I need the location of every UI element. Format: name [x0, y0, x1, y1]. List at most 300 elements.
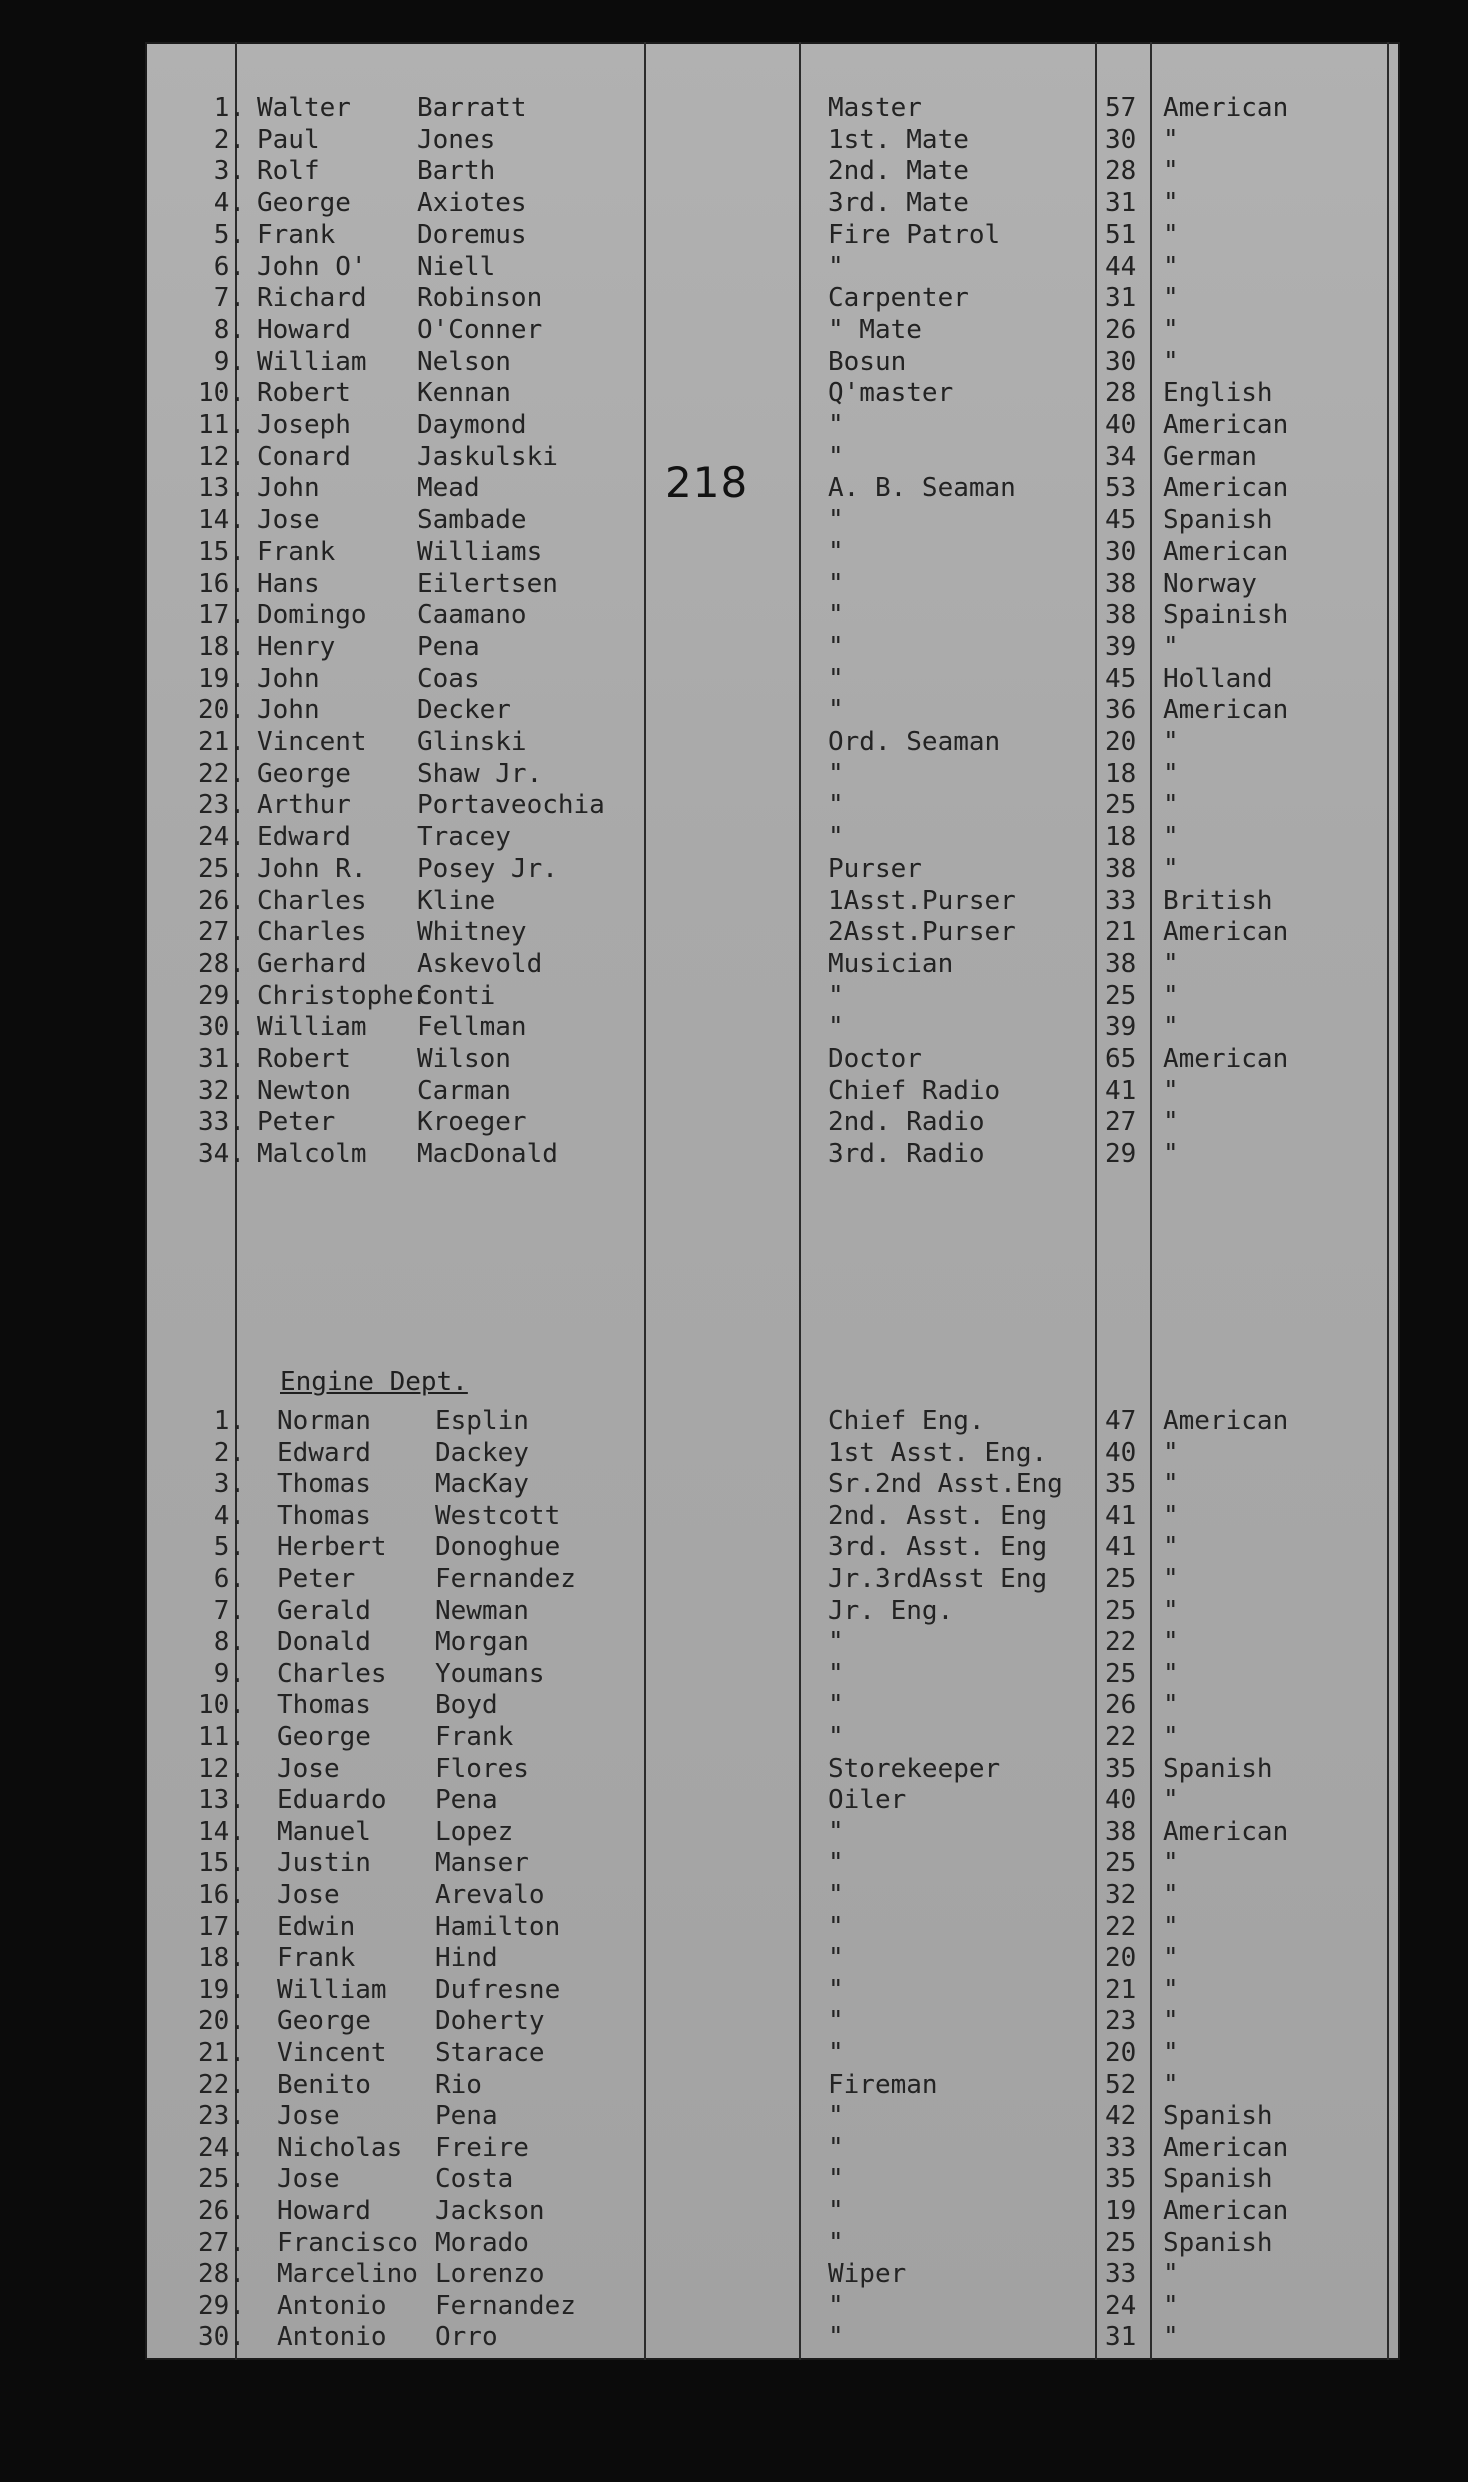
- crew-number: 11.: [198, 1722, 245, 1752]
- last-name: Daymond: [417, 410, 527, 440]
- crew-row: [145, 980, 1400, 1012]
- last-name: Boyd: [435, 1690, 498, 1721]
- age: 20: [1105, 727, 1137, 757]
- position: ": [828, 251, 844, 282]
- nationality: ": [1163, 314, 1179, 345]
- last-name: Conti: [417, 980, 496, 1011]
- last-name: Pena: [435, 2101, 498, 2132]
- position: ": [828, 505, 844, 536]
- last-name: Kroeger: [417, 1107, 527, 1138]
- crew-number: 30.: [198, 2322, 245, 2353]
- position: Bosun: [828, 346, 907, 377]
- crew-row: [145, 821, 1400, 853]
- nationality: ": [1163, 1722, 1179, 1752]
- nationality: ": [1163, 948, 1179, 979]
- crew-row: [145, 1138, 1400, 1170]
- nationality: ": [1163, 251, 1179, 282]
- first-name: George: [257, 188, 351, 219]
- crew-number: 15.: [198, 1848, 245, 1879]
- first-name: Joseph: [257, 410, 351, 440]
- age: 25: [1105, 790, 1137, 821]
- nationality: Holland: [1163, 663, 1273, 694]
- first-name: Richard: [257, 283, 367, 314]
- age: 40: [1105, 1785, 1137, 1816]
- last-name: Whitney: [417, 917, 527, 948]
- crew-number: 26.: [198, 885, 245, 916]
- crew-number: 5.: [213, 219, 245, 250]
- crew-row: [145, 2258, 1400, 2290]
- crew-number: 28.: [198, 948, 245, 979]
- position: 1st. Mate: [828, 124, 969, 155]
- crew-row: [145, 789, 1400, 821]
- last-name: Robinson: [417, 283, 543, 314]
- last-name: Lorenzo: [435, 2259, 545, 2290]
- crew-number: 33.: [198, 1107, 245, 1138]
- last-name: Hamilton: [435, 1911, 561, 1942]
- crew-number: 11.: [198, 410, 245, 440]
- nationality: American: [1163, 410, 1289, 440]
- nationality: ": [1163, 1690, 1179, 1721]
- position: Wiper: [828, 2259, 907, 2290]
- crew-row: [145, 1043, 1400, 1075]
- age: 25: [1105, 1564, 1137, 1594]
- nationality: American: [1163, 917, 1289, 948]
- crew-row: [145, 2227, 1400, 2259]
- position: Chief Eng.: [828, 1406, 985, 1436]
- first-name: Christopher: [257, 980, 430, 1011]
- nationality: British: [1163, 885, 1273, 916]
- nationality: Spanish: [1163, 505, 1273, 536]
- age: 23: [1105, 2006, 1137, 2037]
- crew-row: [145, 472, 1400, 504]
- crew-number: 9.: [213, 1658, 245, 1689]
- position: 2nd. Mate: [828, 156, 969, 187]
- position: Oiler: [828, 1785, 907, 1816]
- last-name: Frank: [435, 1722, 514, 1752]
- crew-row: [145, 2005, 1400, 2037]
- first-name: George: [277, 1722, 371, 1752]
- crew-row: [145, 1595, 1400, 1627]
- age: 22: [1105, 1722, 1137, 1752]
- age: 51: [1105, 219, 1137, 250]
- nationality: ": [1163, 727, 1179, 757]
- nationality: ": [1163, 1595, 1179, 1626]
- crew-number: 10.: [198, 1690, 245, 1721]
- position: Fire Patrol: [828, 219, 1001, 250]
- crew-row: [145, 1075, 1400, 1107]
- crew-row: [145, 631, 1400, 663]
- nationality: German: [1163, 441, 1257, 472]
- first-name: Benito: [277, 2069, 371, 2100]
- first-name: Charles: [257, 917, 367, 948]
- nationality: ": [1163, 822, 1179, 853]
- first-name: Robert: [257, 1044, 351, 1074]
- nationality: American: [1163, 473, 1289, 504]
- first-name: Frank: [277, 1943, 356, 1974]
- age: 45: [1105, 663, 1137, 694]
- age: 38: [1105, 1816, 1137, 1847]
- position: Chief Radio: [828, 1075, 1001, 1106]
- last-name: Jaskulski: [417, 441, 558, 472]
- crew-row: [145, 2069, 1400, 2101]
- position: ": [828, 980, 844, 1011]
- last-name: Sambade: [417, 505, 527, 536]
- crew-row: [145, 1879, 1400, 1911]
- crew-number: 12.: [198, 441, 245, 472]
- position: ": [828, 758, 844, 789]
- first-name: Arthur: [257, 790, 351, 821]
- first-name: Antonio: [277, 2322, 387, 2353]
- crew-row: [145, 2321, 1400, 2353]
- nationality: ": [1163, 124, 1179, 155]
- nationality: ": [1163, 2006, 1179, 2037]
- first-name: Herbert: [277, 1532, 387, 1563]
- first-name: Donald: [277, 1627, 371, 1658]
- position: Ord. Seaman: [828, 727, 1001, 757]
- position: Master: [828, 93, 922, 123]
- crew-number: 25.: [198, 853, 245, 884]
- age: 57: [1105, 93, 1137, 123]
- crew-number: 6.: [213, 251, 245, 282]
- first-name: William: [257, 1012, 367, 1043]
- last-name: Askevold: [417, 948, 543, 979]
- age: 40: [1105, 1437, 1137, 1468]
- nationality: ": [1163, 1500, 1179, 1531]
- position: ": [828, 1880, 844, 1910]
- crew-number: 1.: [213, 93, 245, 123]
- crew-row: [145, 155, 1400, 187]
- nationality: American: [1163, 2196, 1289, 2226]
- position: ": [828, 1943, 844, 1974]
- last-name: Manser: [435, 1848, 529, 1879]
- crew-row: [145, 1437, 1400, 1469]
- crew-row: [145, 187, 1400, 219]
- age: 35: [1105, 2164, 1137, 2195]
- first-name: Edwin: [277, 1911, 356, 1942]
- nationality: American: [1163, 93, 1289, 123]
- crew-row: [145, 1942, 1400, 1974]
- crew-row: [145, 346, 1400, 378]
- crew-row: [145, 663, 1400, 695]
- position: ": [828, 790, 844, 821]
- age: 44: [1105, 251, 1137, 282]
- crew-row: [145, 1531, 1400, 1563]
- position: Purser: [828, 853, 922, 884]
- last-name: O'Conner: [417, 314, 543, 345]
- crew-row: [145, 1563, 1400, 1595]
- position: ": [828, 1658, 844, 1689]
- last-name: Arevalo: [435, 1880, 545, 1910]
- crew-row: [145, 282, 1400, 314]
- crew-number: 19.: [198, 663, 245, 694]
- crew-number: 13.: [198, 473, 245, 504]
- last-name: Morgan: [435, 1627, 529, 1658]
- position: ": [828, 663, 844, 694]
- last-name: Lopez: [435, 1816, 514, 1847]
- last-name: Fernandez: [435, 2290, 576, 2321]
- crew-row: [145, 314, 1400, 346]
- age: 20: [1105, 1943, 1137, 1974]
- position: ": [828, 1974, 844, 2005]
- first-name: Francisco: [277, 2227, 418, 2258]
- last-name: Doherty: [435, 2006, 545, 2037]
- age: 40: [1105, 410, 1137, 440]
- crew-number: 29.: [198, 980, 245, 1011]
- age: 52: [1105, 2069, 1137, 2100]
- age: 31: [1105, 283, 1137, 314]
- age: 28: [1105, 156, 1137, 187]
- first-name: Conard: [257, 441, 351, 472]
- position: ": [828, 1911, 844, 1942]
- crew-row: [145, 409, 1400, 441]
- last-name: Barratt: [417, 93, 527, 123]
- first-name: Manuel: [277, 1816, 371, 1847]
- position: Fireman: [828, 2069, 938, 2100]
- nationality: ": [1163, 1437, 1179, 1468]
- age: 41: [1105, 1075, 1137, 1106]
- nationality: American: [1163, 2132, 1289, 2163]
- position: Jr.3rdAsst Eng: [828, 1564, 1048, 1594]
- nationality: American: [1163, 695, 1289, 726]
- last-name: Flores: [435, 1753, 529, 1784]
- crew-row: [145, 2132, 1400, 2164]
- nationality: English: [1163, 378, 1273, 409]
- crew-number: 21.: [198, 727, 245, 757]
- crew-row: [145, 758, 1400, 790]
- last-name: Barth: [417, 156, 496, 187]
- nationality: American: [1163, 1816, 1289, 1847]
- last-name: Williams: [417, 536, 543, 567]
- first-name: John R.: [257, 853, 367, 884]
- age: 36: [1105, 695, 1137, 726]
- position: ": [828, 1848, 844, 1879]
- age: 35: [1105, 1469, 1137, 1500]
- age: 21: [1105, 1974, 1137, 2005]
- crew-number: 20.: [198, 2006, 245, 2037]
- age: 25: [1105, 2227, 1137, 2258]
- last-name: Dackey: [435, 1437, 529, 1468]
- nationality: ": [1163, 188, 1179, 219]
- position: ": [828, 695, 844, 726]
- crew-number: 1.: [213, 1406, 245, 1436]
- last-name: Orro: [435, 2322, 498, 2353]
- crew-number: 13.: [198, 1785, 245, 1816]
- last-name: Fernandez: [435, 1564, 576, 1594]
- position: ": [828, 1012, 844, 1043]
- crew-row: [145, 504, 1400, 536]
- crew-number: 2.: [213, 1437, 245, 1468]
- first-name: Peter: [277, 1564, 356, 1594]
- first-name: Thomas: [277, 1690, 371, 1721]
- nationality: ": [1163, 980, 1179, 1011]
- age: 41: [1105, 1532, 1137, 1563]
- nationality: ": [1163, 1785, 1179, 1816]
- crew-number: 26.: [198, 2196, 245, 2226]
- age: 39: [1105, 1012, 1137, 1043]
- crew-number: 5.: [213, 1532, 245, 1563]
- last-name: Jackson: [435, 2196, 545, 2226]
- position: ": [828, 2006, 844, 2037]
- nationality: Norway: [1163, 568, 1257, 599]
- crew-number: 18.: [198, 1943, 245, 1974]
- first-name: Robert: [257, 378, 351, 409]
- nationality: ": [1163, 346, 1179, 377]
- position: Jr. Eng.: [828, 1595, 954, 1626]
- position: ": [828, 2196, 844, 2226]
- age: 38: [1105, 948, 1137, 979]
- position: Q'master: [828, 378, 954, 409]
- first-name: Jose: [257, 505, 320, 536]
- nationality: ": [1163, 1880, 1179, 1910]
- last-name: Nelson: [417, 346, 511, 377]
- age: 38: [1105, 568, 1137, 599]
- age: 25: [1105, 980, 1137, 1011]
- crew-number: 3.: [213, 156, 245, 187]
- first-name: Nicholas: [277, 2132, 403, 2163]
- position: 1Asst.Purser: [828, 885, 1016, 916]
- nationality: ": [1163, 1658, 1179, 1689]
- nationality: Spanish: [1163, 2164, 1273, 2195]
- crew-number: 25.: [198, 2164, 245, 2195]
- handwritten-page-number: 218: [665, 458, 749, 507]
- position: ": [828, 1627, 844, 1658]
- first-name: George: [257, 758, 351, 789]
- position: 2Asst.Purser: [828, 917, 1016, 948]
- crew-row: [145, 1011, 1400, 1043]
- last-name: Pena: [435, 1785, 498, 1816]
- position: ": [828, 568, 844, 599]
- age: 31: [1105, 2322, 1137, 2353]
- nationality: ": [1163, 1107, 1179, 1138]
- crew-number: 10.: [198, 378, 245, 409]
- last-name: Doremus: [417, 219, 527, 250]
- nationality: Spanish: [1163, 2227, 1273, 2258]
- age: 25: [1105, 1595, 1137, 1626]
- age: 53: [1105, 473, 1137, 504]
- first-name: Henry: [257, 631, 336, 662]
- crew-number: 15.: [198, 536, 245, 567]
- nationality: ": [1163, 1627, 1179, 1658]
- last-name: Freire: [435, 2132, 529, 2163]
- crew-row: [145, 219, 1400, 251]
- crew-row: [145, 1784, 1400, 1816]
- nationality: ": [1163, 156, 1179, 187]
- age: 42: [1105, 2101, 1137, 2132]
- position: 3rd. Mate: [828, 188, 969, 219]
- first-name: Thomas: [277, 1469, 371, 1500]
- position: ": [828, 2164, 844, 2195]
- crew-row: [145, 599, 1400, 631]
- crew-row: [145, 2037, 1400, 2069]
- crew-number: 6.: [213, 1564, 245, 1594]
- position: ": [828, 1816, 844, 1847]
- crew-number: 2.: [213, 124, 245, 155]
- position: Carpenter: [828, 283, 969, 314]
- crew-number: 28.: [198, 2259, 245, 2290]
- nationality: Spanish: [1163, 1753, 1273, 1784]
- crew-list-document: [145, 42, 1400, 2360]
- position: ": [828, 2132, 844, 2163]
- age: 29: [1105, 1139, 1137, 1170]
- age: 33: [1105, 2259, 1137, 2290]
- first-name: Paul: [257, 124, 320, 155]
- last-name: Eilertsen: [417, 568, 558, 599]
- crew-row: [145, 2195, 1400, 2227]
- first-name: Hans: [257, 568, 320, 599]
- crew-row: [145, 853, 1400, 885]
- first-name: Frank: [257, 536, 336, 567]
- crew-row: [145, 568, 1400, 600]
- nationality: ": [1163, 1943, 1179, 1974]
- age: 26: [1105, 1690, 1137, 1721]
- position: ": [828, 1690, 844, 1721]
- last-name: Donoghue: [435, 1532, 561, 1563]
- position: ": [828, 600, 844, 631]
- age: 47: [1105, 1406, 1137, 1436]
- age: 33: [1105, 885, 1137, 916]
- crew-row: [145, 948, 1400, 980]
- last-name: Posey Jr.: [417, 853, 558, 884]
- crew-row: [145, 1847, 1400, 1879]
- last-name: Esplin: [435, 1406, 529, 1436]
- crew-row: [145, 2163, 1400, 2195]
- crew-number: 4.: [213, 1500, 245, 1531]
- crew-row: [145, 251, 1400, 283]
- last-name: Portaveochia: [417, 790, 605, 821]
- crew-row: [145, 1658, 1400, 1690]
- first-name: Gerald: [277, 1595, 371, 1626]
- position: 1st Asst. Eng.: [828, 1437, 1048, 1468]
- crew-number: 24.: [198, 822, 245, 853]
- crew-number: 34.: [198, 1139, 245, 1170]
- crew-row: [145, 536, 1400, 568]
- first-name: Antonio: [277, 2290, 387, 2321]
- age: 18: [1105, 758, 1137, 789]
- position: ": [828, 410, 844, 440]
- position: 3rd. Asst. Eng: [828, 1532, 1048, 1563]
- first-name: Jose: [277, 1880, 340, 1910]
- first-name: Edward: [277, 1437, 371, 1468]
- last-name: Fellman: [417, 1012, 527, 1043]
- first-name: Malcolm: [257, 1139, 367, 1170]
- crew-row: [145, 1911, 1400, 1943]
- age: 38: [1105, 853, 1137, 884]
- last-name: Tracey: [417, 822, 511, 853]
- crew-number: 18.: [198, 631, 245, 662]
- age: 26: [1105, 314, 1137, 345]
- age: 19: [1105, 2196, 1137, 2226]
- last-name: Axiotes: [417, 188, 527, 219]
- crew-number: 17.: [198, 1911, 245, 1942]
- last-name: Kennan: [417, 378, 511, 409]
- position: ": [828, 1722, 844, 1752]
- first-name: Howard: [277, 2196, 371, 2226]
- age: 27: [1105, 1107, 1137, 1138]
- age: 41: [1105, 1500, 1137, 1531]
- first-name: John: [257, 663, 320, 694]
- nationality: ": [1163, 1532, 1179, 1563]
- crew-number: 19.: [198, 1974, 245, 2005]
- age: 45: [1105, 505, 1137, 536]
- crew-number: 17.: [198, 600, 245, 631]
- crew-row: [145, 1753, 1400, 1785]
- nationality: ": [1163, 283, 1179, 314]
- crew-number: 14.: [198, 1816, 245, 1847]
- crew-number: 22.: [198, 2069, 245, 2100]
- crew-number: 16.: [198, 1880, 245, 1910]
- crew-number: 30.: [198, 1012, 245, 1043]
- first-name: John: [257, 695, 320, 726]
